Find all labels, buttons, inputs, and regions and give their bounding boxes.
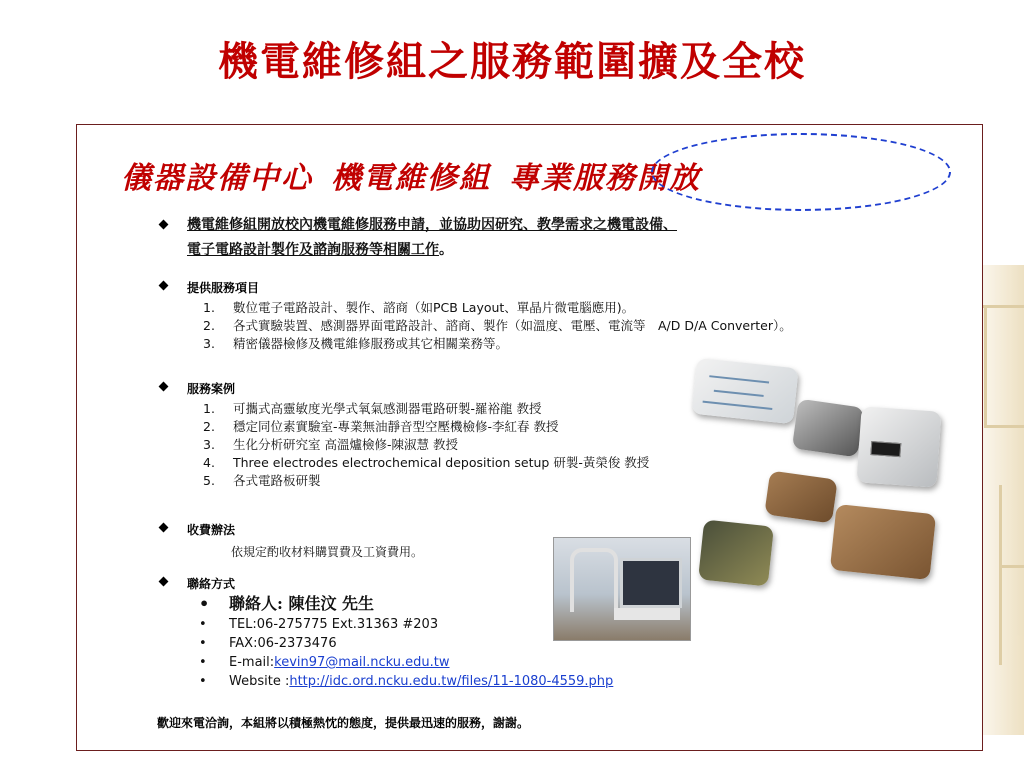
slide-title: 機電維修組之服務範圍擴及全校 <box>218 38 806 85</box>
bullet-diamond-icon <box>159 281 169 291</box>
services-heading: 提供服務項目 <box>187 281 260 295</box>
banner-open-service: 專業服務開放 <box>509 161 701 196</box>
banner-title <box>121 153 701 197</box>
lab-setup-photo <box>553 537 691 641</box>
contact-tel: • TEL:06-275775 Ext.31363 #203 <box>199 617 439 632</box>
contact-website: • Website :http://idc.ord.ncku.edu.tw/files/11-1080-4559.php <box>199 674 614 689</box>
contact-fax: • FAX:06-2373476 <box>199 636 337 651</box>
list-item: 2. 穩定同位素實驗室-專業無油靜音型空壓機檢修-李紅春 教授 <box>203 419 559 434</box>
contact-heading: 聯絡方式 <box>187 577 236 591</box>
email-link[interactable]: kevin97@mail.ncku.edu.tw <box>274 655 450 670</box>
intro-line-2-end: 。 <box>439 242 453 258</box>
cases-list <box>203 399 649 489</box>
website-link[interactable]: http://idc.ord.ncku.edu.tw/files/11-1080-4559.php <box>289 674 614 689</box>
bullet-diamond-icon <box>159 220 169 230</box>
services-list <box>203 298 792 352</box>
equipment-photo <box>764 470 837 523</box>
banner-center-name: 儀器設備中心 <box>121 161 313 196</box>
list-item: 3. 生化分析研究室 高溫爐檢修-陳淑慧 教授 <box>203 437 458 452</box>
intro-line-2: 電子電路設計製作及諮詢服務等相關工作 <box>187 242 439 258</box>
list-item: 4. Three electrodes electrochemical deposition setup 研製-黃榮俊 教授 <box>203 455 650 470</box>
fees-text: 依規定酌收材料購買費及工資費用。 <box>231 545 424 559</box>
list-item: 5. 各式電路板研製 <box>203 473 321 488</box>
intro-line-1: 機電維修組開放校內機電維修服務申請，並協助因研究、教學需求之機電設備、 <box>187 217 677 233</box>
list-item: 3. 精密儀器檢修及機電維修服務或其它相關業務等。 <box>203 336 509 351</box>
contact-list <box>199 591 613 693</box>
bullet-diamond-icon <box>159 577 169 587</box>
contact-email: • E-mail:kevin97@mail.ncku.edu.tw <box>199 655 450 670</box>
dashed-highlight-ring <box>651 133 951 211</box>
list-item: 1. 可攜式高靈敏度光學式氧氣感測器電路研製-羅裕龍 教授 <box>203 401 542 416</box>
bullet-diamond-icon <box>159 382 169 392</box>
flyer-frame <box>76 124 983 751</box>
pcb-photo <box>698 520 774 587</box>
cases-heading: 服務案例 <box>187 382 236 396</box>
contact-person: • 聯絡人: 陳佳汶 先生 <box>199 594 375 613</box>
glassware-photo <box>830 504 936 580</box>
circuit-board-photo <box>691 358 798 424</box>
intro-paragraph <box>187 213 807 263</box>
instrument-box-photo <box>856 406 941 487</box>
fees-heading: 收費辦法 <box>187 523 236 537</box>
electronic-device-photo <box>792 399 864 458</box>
banner-group-name: 機電維修組 <box>331 161 491 196</box>
bullet-diamond-icon <box>159 523 169 533</box>
list-item: 2. 各式實驗裝置、感測器界面電路設計、諮商、製作（如溫度、電壓、電流等 A/D D/A Converter）。 <box>203 318 792 333</box>
welcome-message: 歡迎來電洽詢，本組將以積極熱忱的態度，提供最迅速的服務，謝謝。 <box>157 716 530 730</box>
list-item: 1. 數位電子電路設計、製作、諮商（如PCB Layout、單晶片微電腦應用)。 <box>203 300 635 315</box>
